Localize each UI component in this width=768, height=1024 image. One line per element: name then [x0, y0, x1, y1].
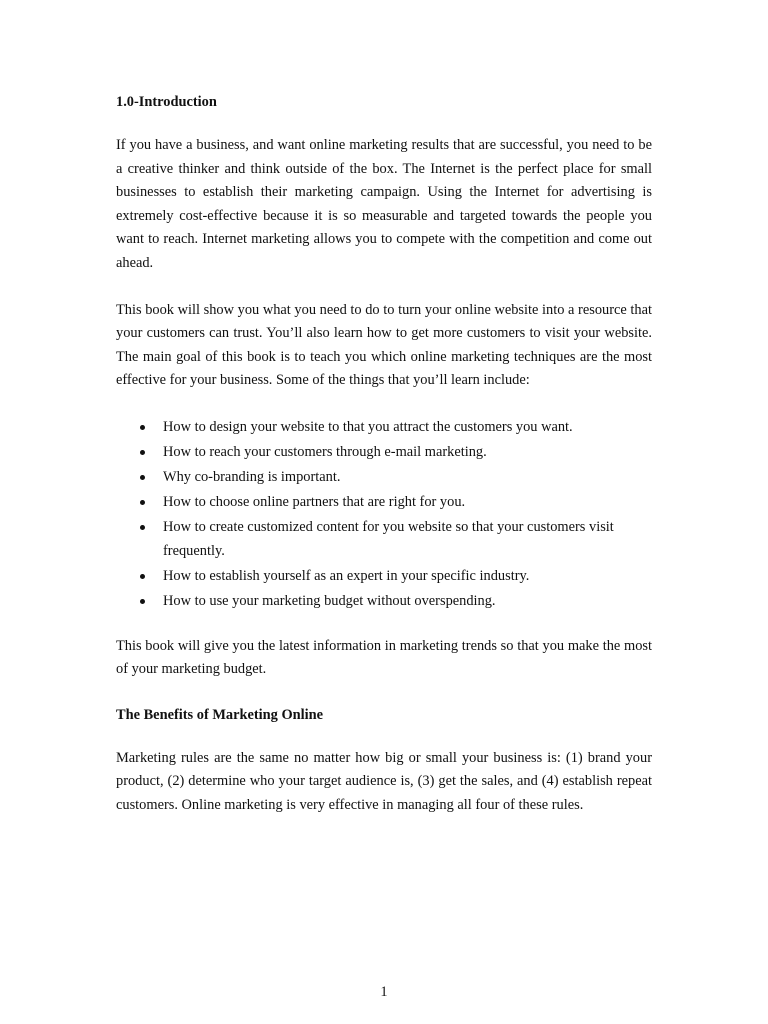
bullet-icon [140, 599, 145, 604]
intro-paragraph-1: If you have a business, and want online marketing results that are successful, you need to be a creative thinker and think outside of the box. The Internet is the perfect place for small businesses to establish their marketing campaign. Using the Internet for advertising is extremely cost-effective because it is so measurable and targeted towards the people you want to reach. Internet marketing allows you to compete with the competition and come out ahead. [116, 137, 652, 271]
list-item [116, 565, 652, 589]
list-item-text: How to design your website to that you attract the customers you want. [163, 418, 573, 435]
list-item-text: How to choose online partners that are right for you. [163, 494, 466, 511]
subheading-benefits: The Benefits of Marketing Online [116, 706, 324, 723]
intro-paragraph-3: This book will give you the latest information in marketing trends so that you make the most of your marketing budget. [116, 637, 652, 678]
learning-bullet-list [116, 416, 652, 614]
bullet-icon [140, 500, 145, 505]
bullet-icon [140, 525, 145, 530]
list-item-text: How to use your marketing budget without overspending. [163, 593, 496, 610]
list-item-text: Why co-branding is important. [163, 469, 341, 486]
bullet-icon [140, 574, 145, 579]
list-item-text: How to create customized content for you website so that your customers visit frequently. [163, 519, 614, 559]
list-item [116, 590, 652, 614]
bullet-icon [140, 425, 145, 430]
document-page [116, 92, 652, 841]
bullet-icon [140, 450, 145, 455]
list-item [116, 516, 652, 563]
list-item [116, 466, 652, 490]
page-number: 1 [380, 984, 388, 1000]
list-item-text: How to reach your customers through e-mail marketing. [163, 444, 487, 461]
list-item [116, 491, 652, 515]
intro-paragraph-2: This book will show you what you need to do to turn your online website into a resource that your customers can trust. You’ll also learn how to get more customers to visit your website. The main goal of this book is to teach you which online marketing techniques are the most effective for your business. Some of the things that you’ll learn include: [116, 301, 652, 389]
list-item [116, 441, 652, 465]
list-item [116, 416, 652, 440]
bullet-icon [140, 475, 145, 480]
list-item-text: How to establish yourself as an expert in your specific industry. [163, 568, 530, 584]
benefits-paragraph: Marketing rules are the same no matter how big or small your business is: (1) brand your product, (2) determine who your target audience is, (3) get the sales, and (4) establish repeat customers. Online marketing is very effective in managing all four of these rules. [116, 749, 652, 814]
section-title: 1.0-Introduction [116, 94, 217, 110]
